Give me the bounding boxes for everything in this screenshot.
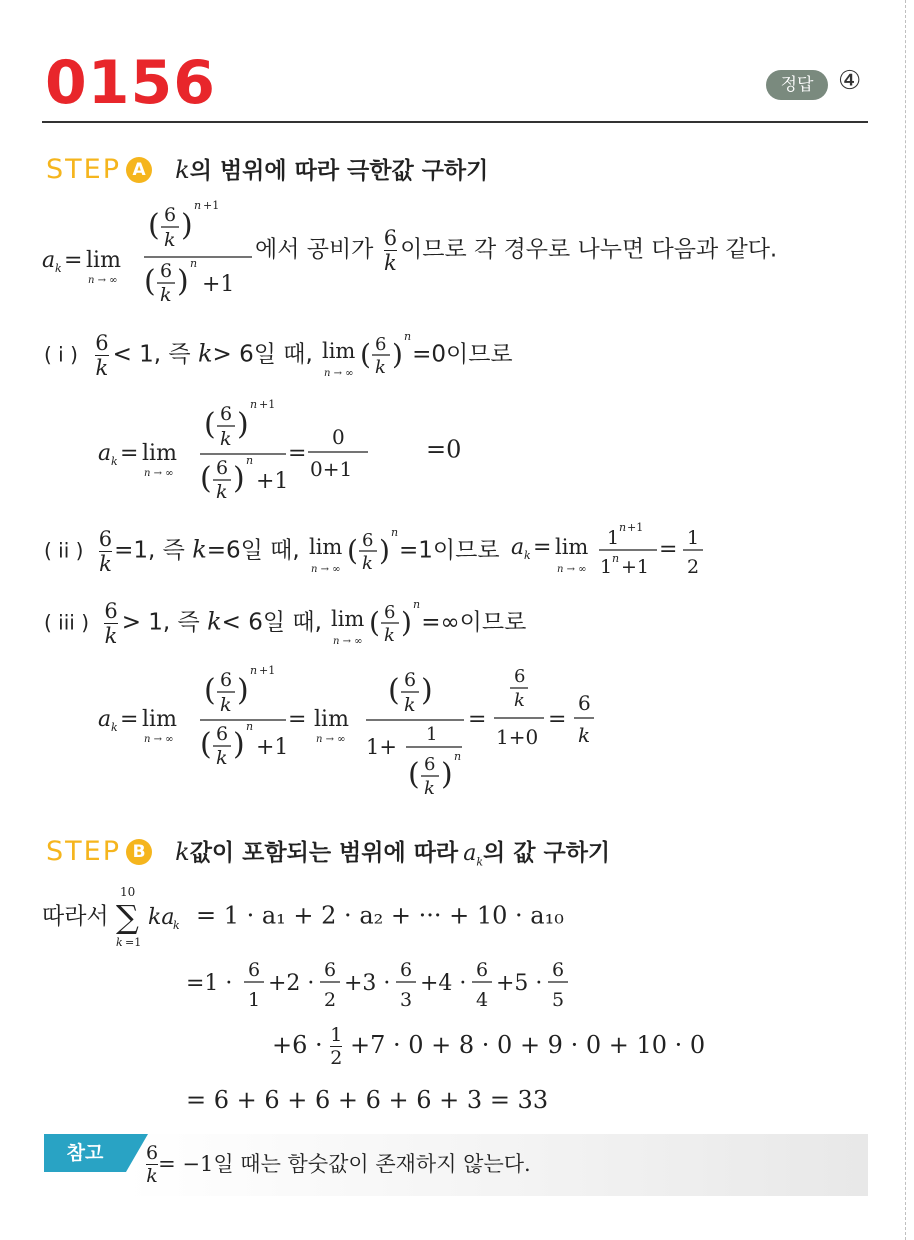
svg-text:k: k <box>216 747 228 769</box>
case3-limval: =∞이므로 <box>421 609 527 636</box>
svg-text:+1: +1 <box>626 522 644 534</box>
case2-var: k <box>192 535 207 564</box>
svg-text:+3 ·: +3 · <box>344 971 391 996</box>
step-b-title-mid: 값이 포함되는 범위에 따라 <box>189 840 459 866</box>
svg-text:): ) <box>441 757 453 792</box>
case1-var: k <box>197 339 213 368</box>
svg-text:(: ( <box>408 757 420 792</box>
svg-text:k: k <box>424 778 435 799</box>
intro-formula <box>40 195 255 305</box>
svg-text:k: k <box>404 694 416 716</box>
answer-badge: 정답 <box>766 70 828 100</box>
svg-text:k: k <box>578 723 591 747</box>
svg-text:k: k <box>514 690 525 711</box>
case3-label: ( iii ) <box>44 610 89 635</box>
svg-text:+5 ·: +5 · <box>496 971 543 996</box>
svg-text:ka: ka <box>147 905 175 930</box>
svg-text:n → ∞: n → ∞ <box>556 564 587 575</box>
svg-text:n: n <box>250 398 258 411</box>
svg-text:1: 1 <box>599 556 612 578</box>
svg-text:n: n <box>190 257 198 270</box>
case1-result-formula <box>96 396 426 506</box>
svg-text:k: k <box>362 553 373 574</box>
case2-cond2: =6일 때, <box>206 537 300 564</box>
svg-text:1: 1 <box>248 989 261 1011</box>
note-tag-tail <box>126 1134 148 1172</box>
svg-text:k: k <box>55 262 62 275</box>
svg-text:lim: lim <box>314 707 349 732</box>
case1-line <box>44 328 513 382</box>
svg-text:6: 6 <box>404 669 417 691</box>
step-a-circle: A <box>126 157 152 183</box>
svg-text:1+: 1+ <box>366 735 397 759</box>
svg-text:k: k <box>164 229 176 251</box>
svg-text:k: k <box>160 284 172 305</box>
svg-text:=: = <box>288 441 307 466</box>
summary-line4-text: = 6 + 6 + 6 + 6 + 6 + 3 = 33 <box>186 1086 549 1114</box>
svg-text:a: a <box>42 248 56 273</box>
svg-text:k: k <box>384 625 396 646</box>
svg-text:6: 6 <box>400 959 413 981</box>
svg-text:): ) <box>379 534 390 567</box>
case1-cond: < 1, 즉 <box>112 341 191 368</box>
note-fraction: $\frac{6}{k}$ <box>146 1142 159 1187</box>
note-line <box>146 1142 531 1187</box>
svg-text:=: = <box>532 535 552 560</box>
svg-text:(: ( <box>204 673 216 708</box>
step-a-heading <box>46 152 488 185</box>
svg-text:n: n <box>413 598 421 611</box>
svg-text:6: 6 <box>552 959 565 981</box>
svg-text:k: k <box>172 919 180 932</box>
svg-text:k: k <box>216 481 228 503</box>
svg-text:6: 6 <box>362 530 374 551</box>
svg-text:=: = <box>658 537 678 562</box>
svg-text:=: = <box>288 707 307 732</box>
summary-line2 <box>186 954 626 1020</box>
svg-text:=: = <box>120 707 139 732</box>
svg-text:): ) <box>401 606 413 639</box>
svg-text:=1 ·: =1 · <box>186 971 233 996</box>
svg-text:6: 6 <box>514 666 526 687</box>
svg-text:6: 6 <box>164 204 177 226</box>
svg-text:lim: lim <box>554 535 589 559</box>
case1-limval: =0이므로 <box>412 341 513 368</box>
svg-text:6: 6 <box>424 754 436 775</box>
svg-text:n → ∞: n → ∞ <box>144 734 174 745</box>
svg-text:3: 3 <box>400 989 413 1011</box>
step-b-heading <box>46 834 610 868</box>
step-b-ak: $a_k$ <box>463 841 484 869</box>
svg-text:1: 1 <box>686 527 699 549</box>
case3-line <box>44 596 526 650</box>
svg-text:k: k <box>375 357 387 378</box>
svg-text:+2 ·: +2 · <box>268 971 315 996</box>
step-a-word: STEP <box>46 154 121 185</box>
svg-text:∑: ∑ <box>115 898 139 936</box>
svg-text:6: 6 <box>324 959 337 981</box>
svg-text:6: 6 <box>216 723 229 745</box>
svg-text:n: n <box>611 552 619 565</box>
svg-text:lim: lim <box>309 535 343 559</box>
svg-text:n: n <box>618 522 626 534</box>
case2-limval: =1이므로 <box>399 537 500 564</box>
svg-text:lim: lim <box>331 607 365 631</box>
case2-label: ( ii ) <box>44 538 84 563</box>
intro-text-after: 이므로 각 경우로 나누면 다음과 같다. <box>400 236 778 263</box>
case3-limit <box>329 596 421 650</box>
header-divider <box>42 121 868 123</box>
svg-text:k: k <box>111 455 118 468</box>
svg-text:6: 6 <box>375 334 387 355</box>
svg-text:(: ( <box>204 407 216 442</box>
svg-text:n → ∞: n → ∞ <box>333 636 363 647</box>
svg-text:6: 6 <box>476 959 489 981</box>
svg-text:(: ( <box>369 606 381 639</box>
case1-cond2: > 6일 때, <box>212 341 313 368</box>
svg-text:n → ∞: n → ∞ <box>316 734 346 745</box>
problem-number: 0156 <box>45 48 216 118</box>
svg-text:n → ∞: n → ∞ <box>324 368 354 379</box>
summary-line1 <box>42 884 564 950</box>
svg-text:): ) <box>177 264 189 299</box>
summary-line2-formula <box>186 954 626 1016</box>
svg-text:(: ( <box>200 727 212 762</box>
svg-text:+1: +1 <box>256 469 289 494</box>
svg-text:k: k <box>220 694 232 716</box>
svg-text:n: n <box>454 750 462 763</box>
svg-text:n → ∞: n → ∞ <box>88 275 118 286</box>
case3-result-formula <box>96 662 616 812</box>
svg-text:a: a <box>98 441 112 466</box>
step-a-title: 의 범위에 따라 극한값 구하기 <box>189 158 489 184</box>
svg-text:+1: +1 <box>259 398 276 411</box>
svg-text:=: = <box>468 707 487 732</box>
svg-text:n: n <box>194 199 202 212</box>
summary-line1-text: = 1 · a₁ + 2 · a₂ + ··· + 10 · a₁₀ <box>195 901 564 930</box>
svg-text:=: = <box>548 707 567 732</box>
svg-text:10: 10 <box>119 885 136 899</box>
step-b-word: STEP <box>46 836 121 867</box>
svg-text:): ) <box>181 208 193 243</box>
case2-line <box>44 522 717 580</box>
svg-text:+1: +1 <box>256 735 289 760</box>
svg-text:6: 6 <box>216 457 229 479</box>
note-text: = −1일 때는 함숫값이 존재하지 않는다. <box>158 1152 531 1176</box>
svg-text:n: n <box>246 720 254 733</box>
svg-text:a: a <box>510 535 525 560</box>
svg-text:6: 6 <box>160 260 173 282</box>
summary-line3 <box>272 1024 705 1069</box>
step-b-title-end: 의 값 구하기 <box>483 840 611 866</box>
answer-value: ④ <box>838 66 862 96</box>
svg-text:n: n <box>391 526 399 539</box>
svg-text:lim: lim <box>142 707 177 732</box>
summary-line3b-text: +7 · 0 + 8 · 0 + 9 · 0 + 10 · 0 <box>342 1031 706 1059</box>
svg-text:(: ( <box>200 461 212 496</box>
svg-text:n: n <box>246 454 254 467</box>
svg-text:=: = <box>120 441 139 466</box>
summary-line3-text: +6 · <box>272 1031 331 1059</box>
svg-text:6: 6 <box>220 669 233 691</box>
svg-text:n → ∞: n → ∞ <box>311 564 341 575</box>
svg-text:0+1: 0+1 <box>310 457 353 481</box>
svg-text:): ) <box>233 727 245 762</box>
svg-text:6: 6 <box>384 602 396 623</box>
svg-text:=1: =1 <box>124 936 142 949</box>
case1-result: =0 <box>426 435 462 464</box>
case3-var: k <box>207 607 222 636</box>
case1-result-line <box>96 396 461 506</box>
case3-result-line <box>96 662 616 816</box>
intro-line <box>40 195 777 305</box>
svg-text:+1: +1 <box>620 556 649 578</box>
intro-text-ratio: 에서 공비가 <box>255 236 374 263</box>
svg-text:1: 1 <box>606 527 619 549</box>
step-a-var: k <box>175 156 190 184</box>
svg-text:n: n <box>404 330 412 343</box>
svg-text:6: 6 <box>220 403 233 425</box>
case1-limit <box>320 328 412 382</box>
svg-text:k: k <box>523 549 531 562</box>
note-tag: 참고 <box>44 1134 126 1172</box>
svg-text:k: k <box>111 721 118 734</box>
ratio-fraction: $\frac{6}{k}$ <box>383 225 398 275</box>
svg-text:): ) <box>237 673 249 708</box>
svg-text:): ) <box>237 407 249 442</box>
svg-text:1: 1 <box>426 724 438 745</box>
svg-text:+1: +1 <box>202 272 235 297</box>
svg-text:0: 0 <box>332 425 345 449</box>
svg-text:+4 ·: +4 · <box>420 971 467 996</box>
summation-symbol <box>116 884 196 950</box>
svg-text:4: 4 <box>476 989 489 1011</box>
svg-text:=: = <box>64 248 83 273</box>
svg-text:n → ∞: n → ∞ <box>144 468 174 479</box>
svg-text:2: 2 <box>686 556 699 578</box>
svg-text:lim: lim <box>322 339 356 363</box>
svg-text:+1: +1 <box>203 199 220 212</box>
svg-text:n: n <box>250 664 258 677</box>
svg-text:5: 5 <box>552 989 565 1011</box>
svg-text:a: a <box>98 707 112 732</box>
case2-fraction: $\frac{6}{k}$ <box>98 526 113 576</box>
svg-text:(: ( <box>148 208 160 243</box>
case2-cond: =1, 즉 <box>114 537 185 564</box>
case2-limit <box>307 524 399 578</box>
svg-text:2: 2 <box>324 989 337 1011</box>
summary-line4 <box>186 1086 548 1114</box>
case1-fraction: $\frac{6}{k}$ <box>95 330 109 380</box>
svg-text:lim: lim <box>86 248 121 273</box>
svg-text:(: ( <box>347 534 358 567</box>
svg-text:k: k <box>115 936 123 949</box>
svg-text:k: k <box>220 428 232 450</box>
case3-cond2: < 6일 때, <box>221 609 322 636</box>
svg-text:6: 6 <box>578 691 591 715</box>
svg-text:): ) <box>421 673 433 708</box>
page-edge-dashed-line <box>905 0 906 1240</box>
svg-text:lim: lim <box>142 441 177 466</box>
step-b-circle: B <box>126 839 152 865</box>
case3-fraction: $\frac{6}{k}$ <box>104 598 118 648</box>
svg-text:(: ( <box>388 673 400 708</box>
svg-text:(: ( <box>360 338 372 371</box>
case3-cond: > 1, 즉 <box>121 609 200 636</box>
summary-half: $\frac{1}{2}$ <box>330 1024 343 1069</box>
svg-text:): ) <box>392 338 404 371</box>
svg-text:1+0: 1+0 <box>496 725 539 749</box>
svg-text:6: 6 <box>248 959 261 981</box>
svg-text:): ) <box>233 461 245 496</box>
case1-label: ( i ) <box>44 342 78 367</box>
case2-result-formula <box>507 522 717 580</box>
step-b-var: k <box>175 838 190 866</box>
summary-lead: 따라서 <box>42 903 109 930</box>
svg-text:+1: +1 <box>259 664 276 677</box>
svg-text:(: ( <box>144 264 156 299</box>
